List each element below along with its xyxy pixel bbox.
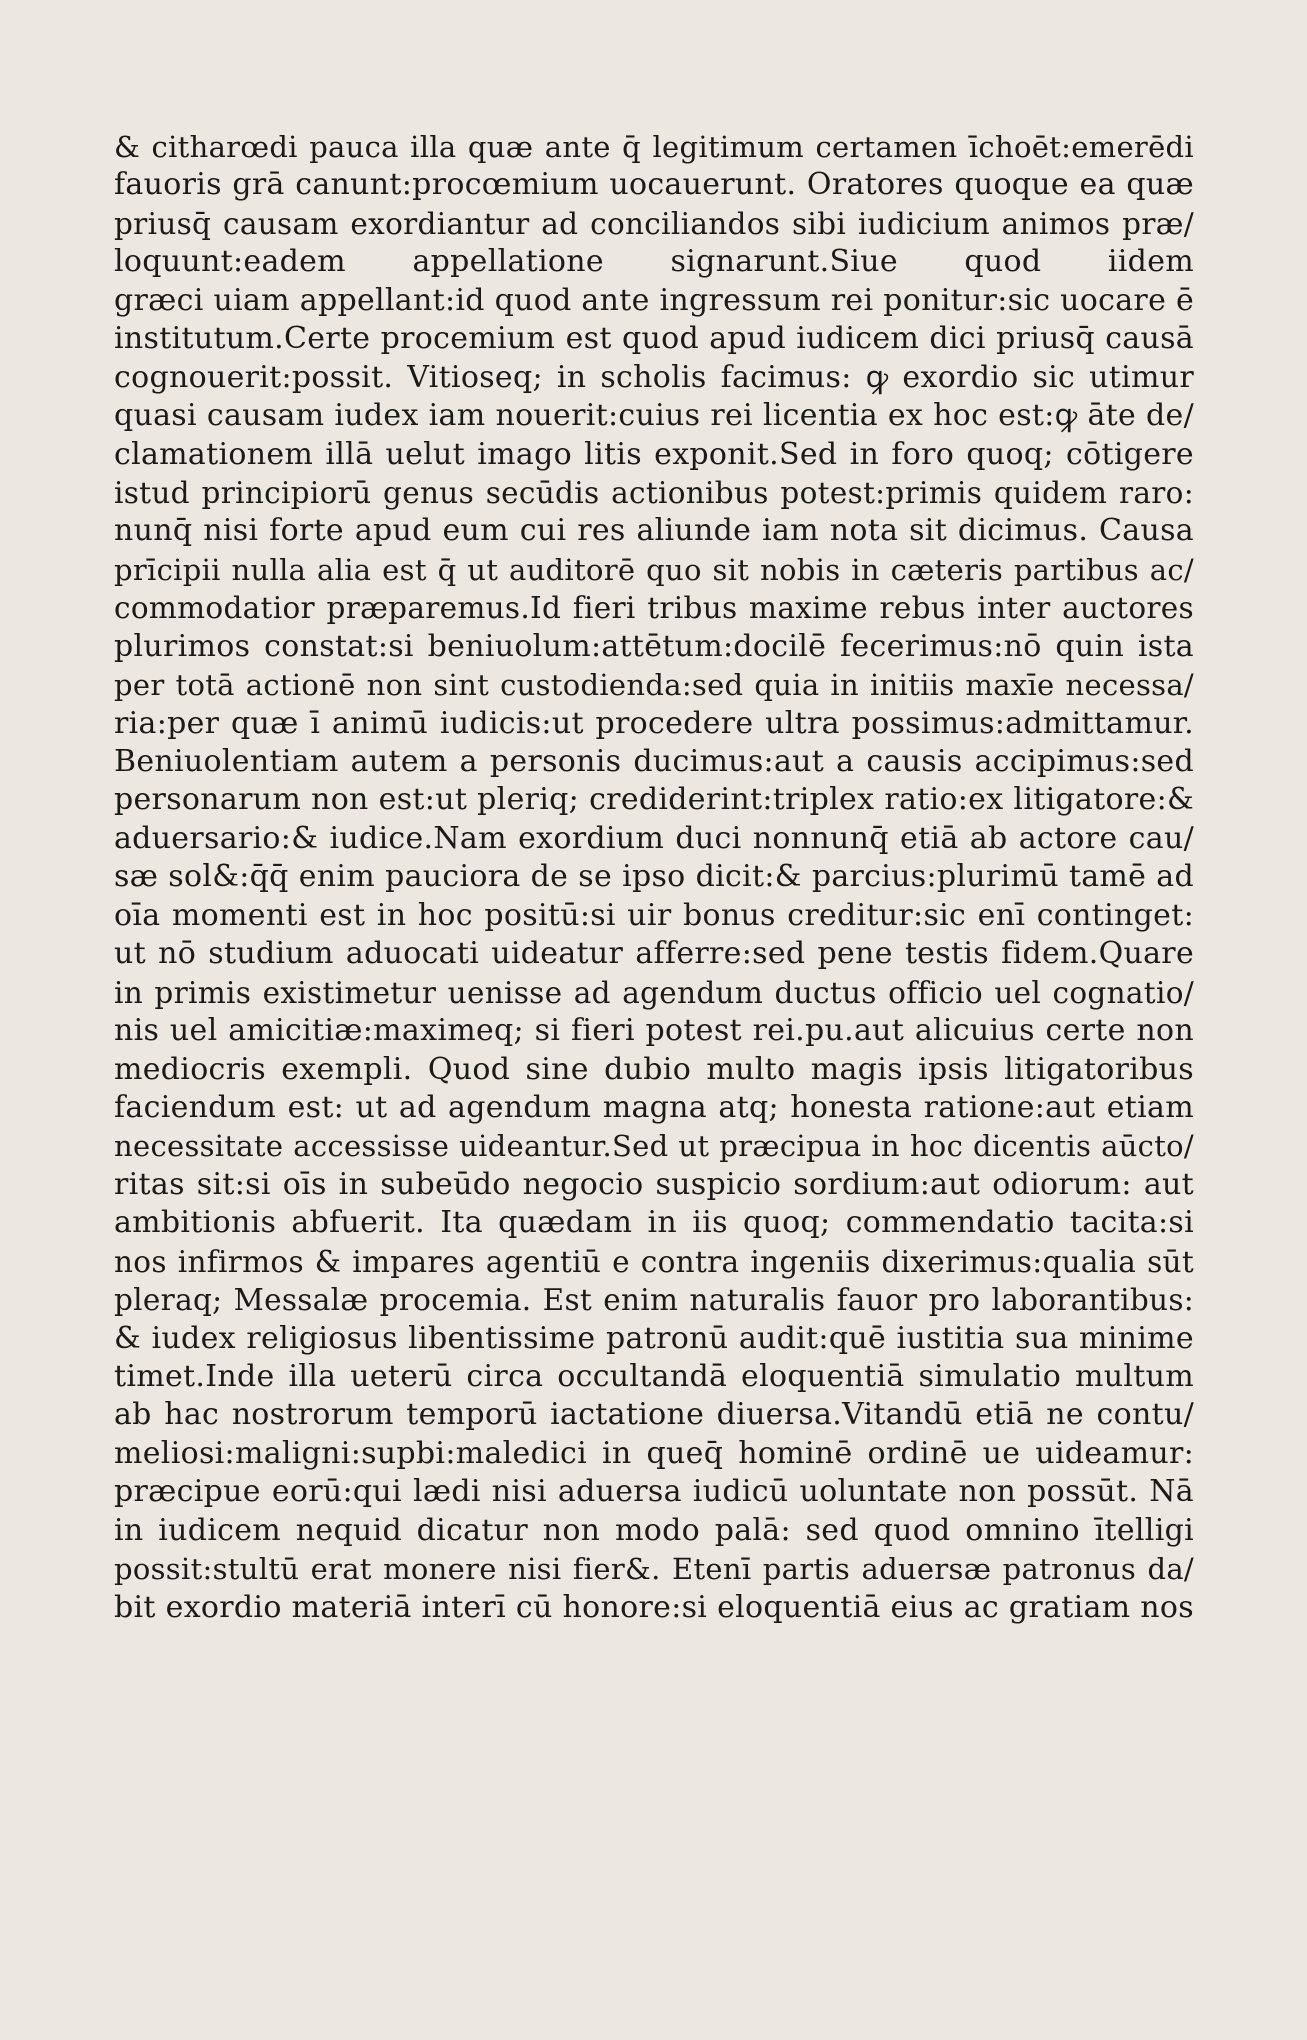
text-line: nis uel amicitiæ:maximeq; si fieri potest rei.pu.aut alicuius certe non [114, 1013, 1194, 1049]
text-line: possit:stultū erat monere nisi fier&. Etenī partis aduersæ patronus da/ [114, 1552, 1194, 1587]
text-line: ab hac nostrorum temporū iactatione diuersa.Vitandū etiā ne contu/ [114, 1397, 1194, 1433]
text-line: personarum non est:ut pleriq; crediderint:triplex ratio:ex litigatore:& [114, 782, 1194, 818]
text-line: necessitate accessisse uideantur.Sed ut præcipua in hoc dicentis aūcto/ [114, 1129, 1194, 1164]
text-line: ria:per quæ ī animū iudicis:ut procedere ultra possimus:admittamur. [114, 705, 1194, 741]
text-line: institutum.Certe procemium est quod apud iudicem dici priusq̄ causā [114, 321, 1194, 357]
text-line: nos infirmos & impares agentiū e contra ingeniis dixerimus:qualia sūt [114, 1244, 1194, 1279]
text-line: clamationem illā uelut imago litis exponit.Sed in foro quoq; cōtigere [114, 436, 1194, 472]
text-line: ritas sit:si oīs in subeūdo negocio suspicio sordium:aut odiorum: aut [114, 1166, 1194, 1202]
text-line: cognouerit:possit. Vitioseq; in scholis facimus: ꝙ exordio sic utimur [114, 359, 1194, 395]
text-line: nunq̄ nisi forte apud eum cui res aliunde iam nota sit dicimus. Causa [114, 513, 1194, 549]
text-line: meliosi:maligni:supbi:maledici in queq̄ hominē ordinē ue uideamur: [114, 1435, 1194, 1471]
text-line: Beniuolentiam autem a personis ducimus:aut a causis accipimus:sed [114, 744, 1194, 779]
text-line: plurimos constat:si beniuolum:attētum:docilē fecerimus:nō quin ista [114, 628, 1194, 664]
text-line: bit exordio materiā interī cū honore:si eloquentiā eius ac gratiam nos [114, 1589, 1194, 1625]
text-line: commodatior præparemus.Id fieri tribus maxime rebus inter auctores [114, 591, 1194, 626]
text-line: prīcipii nulla alia est q̄ ut auditorē quo sit nobis in cæteris partibus ac/ [114, 552, 1194, 587]
text-line: istud principiorū genus secūdis actionibus potest:primis quidem raro: [114, 475, 1194, 510]
text-line: priusq̄ causam exordiantur ad conciliandos sibi iudicium animos præ/ [114, 206, 1194, 241]
text-line: timet.Inde illa ueterū circa occultandā eloquentiā simulatio multum [114, 1359, 1194, 1394]
text-line: & iudex religiosus libentissime patronū audit:quē iustitia sua minime [114, 1320, 1194, 1356]
text-line: aduersario:& iudice.Nam exordium duci nonnunq̄ etiā ab actore cau/ [114, 820, 1194, 856]
text-line: quasi causam iudex iam nouerit:cuius rei licentia ex hoc est:ꝙ āte de/ [114, 398, 1194, 434]
text-line: per totā actionē non sint custodienda:sed quia in initiis maxīe necessa/ [114, 668, 1194, 703]
text-line: in primis existimetur uenisse ad agendum ductus officio uel cognatio/ [114, 975, 1194, 1010]
text-line: in iudicem nequid dicatur non modo palā: sed quod omnino ītelligi [114, 1512, 1194, 1548]
text-line: mediocris exempli. Quod sine dubio multo magis ipsis litigatoribus [114, 1051, 1194, 1087]
text-line: & citharœdi pauca illa quæ ante q̄ legitimum certamen īchoēt:emerēdi [114, 130, 1194, 164]
text-line: pleraq; Messalæ procemia. Est enim naturalis fauor pro laborantibus: [114, 1283, 1194, 1318]
text-line: ut nō studium aduocati uideatur afferre:sed pene testis fidem.Quare [114, 936, 1194, 972]
text-block [114, 128, 1194, 1627]
text-line: oīa momenti est in hoc positū:si uir bonus creditur:sic enī continget: [114, 897, 1194, 933]
text-line: sæ sol&:q̄q̄ enim pauciora de se ipso dicit:& parcius:plurimū tamē ad [114, 859, 1194, 895]
text-line: præcipue eorū:qui lædi nisi aduersa iudicū uoluntate non possūt. Nā [114, 1474, 1194, 1510]
text-line: græci uiam appellant:id quod ante ingressum rei ponitur:sic uocare ē [114, 282, 1195, 318]
text-line: ambitionis abfuerit. Ita quædam in iis quoq; commendatio tacita:si [114, 1205, 1194, 1241]
text-line: faciendum est: ut ad agendum magna atq; honesta ratione:aut etiam [114, 1089, 1194, 1125]
text-line: loquunt:eadem appellatione signarunt.Siue quod iidem [114, 244, 1194, 280]
text-line: fauoris grā canunt:procœmium uocauerunt. Oratores quoque ea quæ [114, 167, 1194, 203]
